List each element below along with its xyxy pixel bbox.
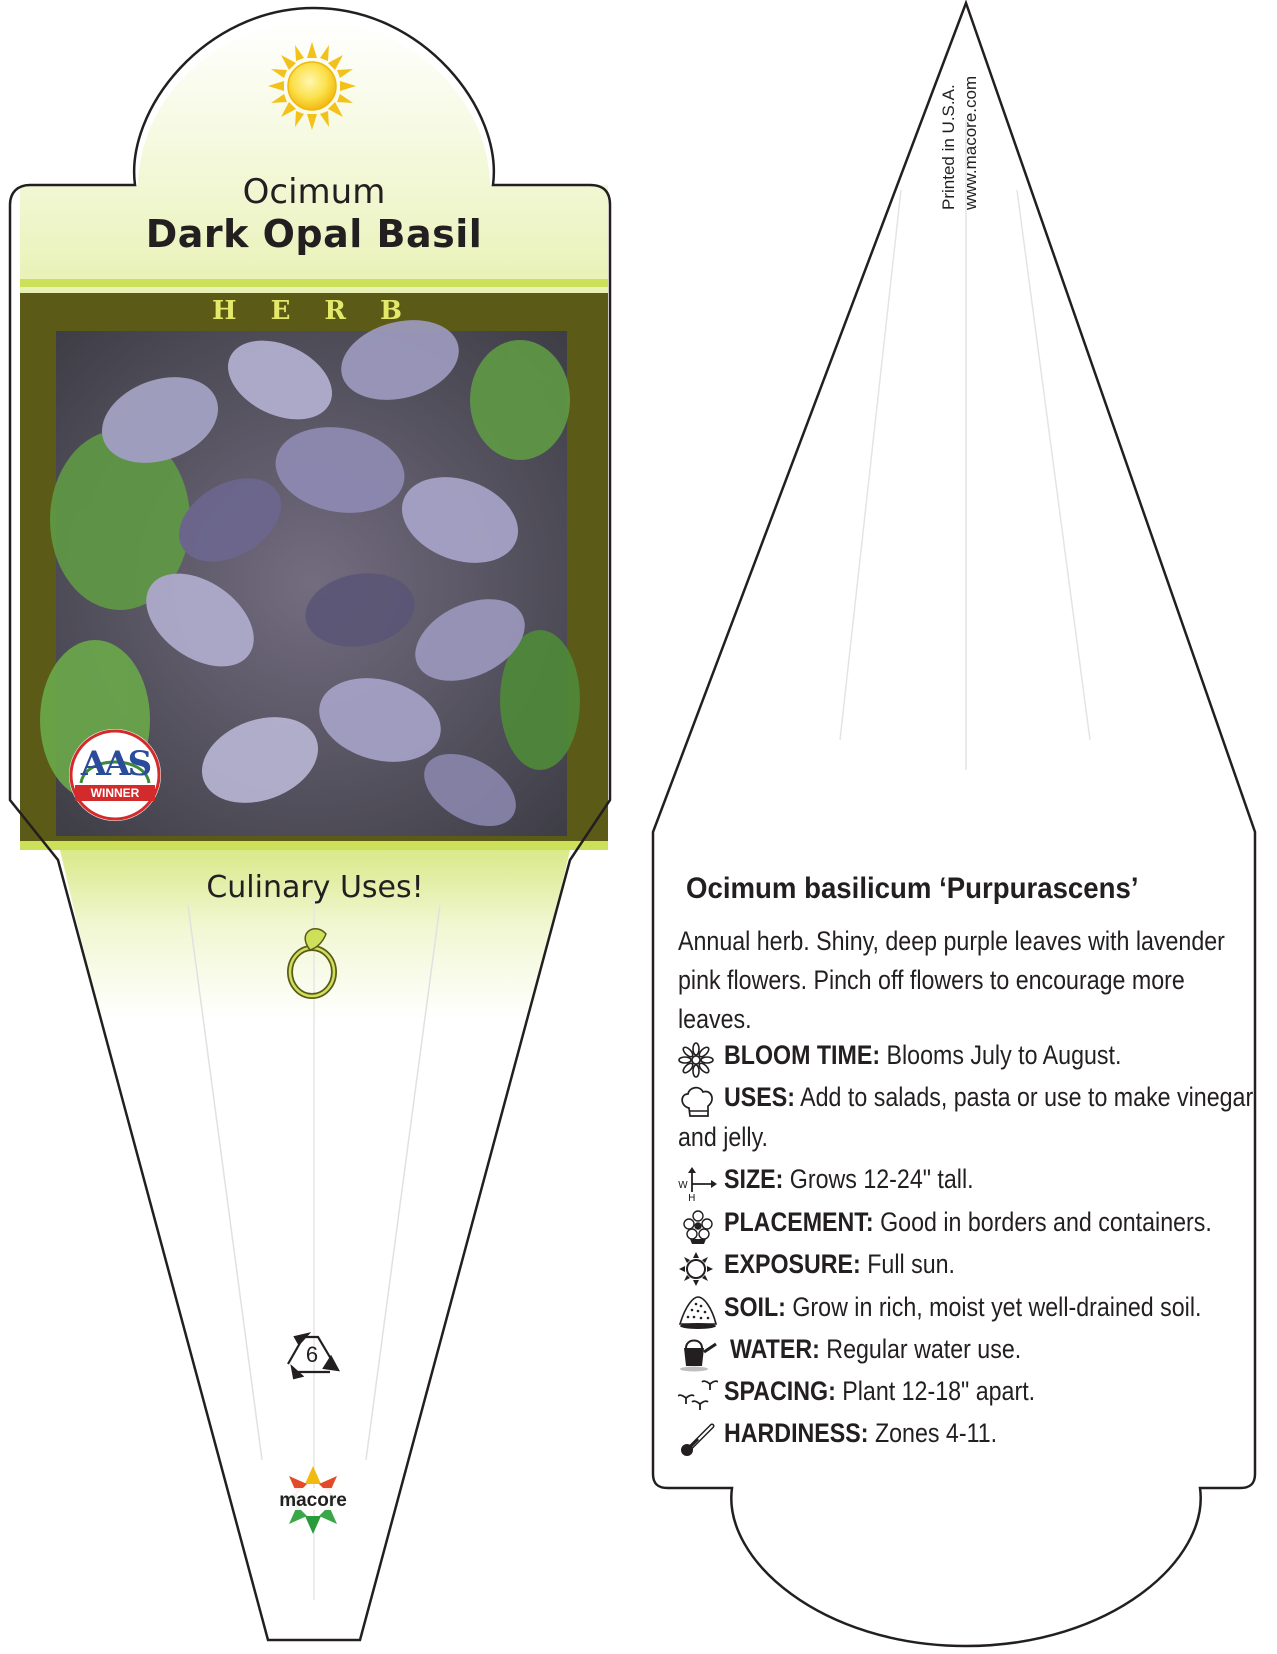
care-label: SOIL: <box>724 1292 786 1322</box>
care-text: Regular water use. <box>819 1334 1022 1364</box>
description-line: Annual herb. Shiny, deep purple leaves with lavender <box>678 926 1225 956</box>
scientific-name: Ocimum basilicum ‘Purpurascens’ <box>686 872 1139 905</box>
care-label: USES: <box>724 1082 795 1112</box>
care-text: Plant 12-18" apart. <box>835 1376 1036 1406</box>
sun-icon <box>678 1251 718 1287</box>
care-label: SPACING: <box>724 1376 836 1406</box>
care-label: SIZE: <box>724 1164 784 1194</box>
care-text: Full sun. <box>860 1249 955 1279</box>
care-uses <box>678 1082 1277 1122</box>
common-name: Dark Opal Basil <box>145 212 483 256</box>
description-line: leaves. <box>678 1004 752 1034</box>
watering-can-icon <box>678 1336 718 1372</box>
care-text: Zones 4-11. <box>868 1418 998 1448</box>
care-uses-continuation: and jelly. <box>678 1122 768 1152</box>
care-label: BLOOM TIME: <box>724 1040 881 1070</box>
title-rule <box>20 279 608 287</box>
brand-name: macore <box>279 1490 347 1511</box>
care-label: HARDINESS: <box>724 1418 869 1448</box>
flower-pot-icon <box>678 1209 718 1245</box>
care-bloom-time <box>678 1040 1277 1080</box>
care-size <box>678 1164 1277 1204</box>
seedlings-icon <box>678 1378 718 1414</box>
size-icon-height-letter: H <box>688 1193 696 1202</box>
size-arrows-icon <box>678 1166 718 1202</box>
care-text: Grow in rich, moist yet well-drained soil. <box>785 1292 1202 1322</box>
chef-hat-icon <box>678 1084 718 1120</box>
flower-icon <box>678 1042 718 1078</box>
thermometer-icon <box>678 1420 718 1456</box>
aas-badge-bottom: WINNER <box>90 786 140 800</box>
recycle-code: 6 <box>305 1342 319 1367</box>
website: www.macore.com <box>961 75 980 210</box>
soil-pile-icon <box>678 1294 718 1330</box>
description-line: pink flowers. Pinch off flowers to encourage more <box>678 965 1185 995</box>
care-exposure <box>678 1249 1277 1289</box>
care-label: PLACEMENT: <box>724 1207 874 1237</box>
care-soil <box>678 1292 1277 1332</box>
care-text: Grows 12-24" tall. <box>783 1164 974 1194</box>
sun-exposure-icon <box>268 42 356 130</box>
care-text: Good in borders and containers. <box>873 1207 1212 1237</box>
care-text: Add to salads, pasta or use to make vinegar <box>794 1082 1254 1112</box>
genus-name: Ocimum <box>242 172 386 212</box>
description <box>678 922 1268 1039</box>
aas-badge-top: AAS <box>80 744 150 784</box>
care-label: WATER: <box>730 1334 820 1364</box>
tagline: Culinary Uses! <box>206 870 424 905</box>
care-placement <box>678 1207 1277 1247</box>
print-info <box>938 76 982 210</box>
care-hardiness <box>678 1418 1277 1458</box>
printed-in: Printed in U.S.A. <box>939 84 958 210</box>
care-text: Blooms July to August. <box>880 1040 1122 1070</box>
size-icon-width-letter: W <box>678 1180 688 1191</box>
care-label: EXPOSURE: <box>724 1249 861 1279</box>
care-water <box>678 1334 1277 1374</box>
care-spacing <box>678 1376 1277 1416</box>
category-label: HERB <box>212 296 436 326</box>
